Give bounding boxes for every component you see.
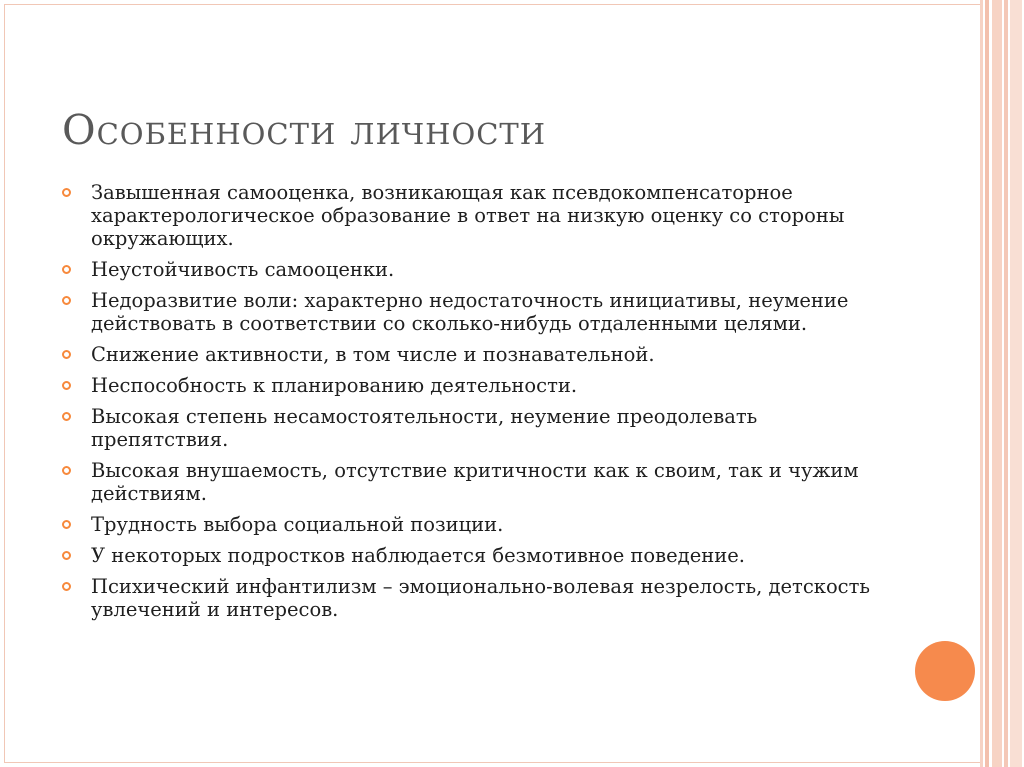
ring-bullet-icon [62,412,71,421]
bullet-item [62,181,892,250]
decorative-circle [915,641,975,701]
bullet-item [62,575,892,621]
bullet-text: У некоторых подростков наблюдается безмотивное поведение. [91,544,745,567]
bullet-text: Завышенная самооценка, возникающая как псевдокомпенсаторное характерологическое образование в ответ на низкую оценку со стороны окружающих. [91,181,845,250]
bullet-text: Высокая внушаемость, отсутствие критичности как к своим, так и чужим действиям. [91,459,859,505]
ring-bullet-icon [62,188,71,197]
bullet-item [62,405,892,451]
bullet-item [62,459,892,505]
stripe [980,0,983,767]
bullet-text: Высокая степень несамостоятельности, неумение преодолевать препятствия. [91,405,758,451]
bullet-item [62,513,892,536]
stripe [992,0,1002,767]
bullet-list [62,181,892,629]
stripe [1004,0,1008,767]
decorative-side-stripes [980,0,1024,767]
ring-bullet-icon [62,582,71,591]
ring-bullet-icon [62,551,71,560]
bullet-item [62,343,892,366]
ring-bullet-icon [62,350,71,359]
bullet-text: Неспособность к планированию деятельности. [91,374,578,397]
bullet-text: Психический инфантилизм – эмоционально-волевая незрелость, детскость увлечений и интересов. [91,575,871,621]
ring-bullet-icon [62,296,71,305]
bullet-text: Недоразвитие воли: характерно недостаточность инициативы, неумение действовать в соответствии со сколько-нибудь отдаленными целями. [91,289,849,335]
stripe [1010,0,1022,767]
ring-bullet-icon [62,381,71,390]
bullet-item [62,258,892,281]
stripe [985,0,989,767]
ring-bullet-icon [62,520,71,529]
bullet-item [62,544,892,567]
bullet-text: Снижение активности, в том числе и познавательной. [91,343,655,366]
slide-title: Особенности личности [62,106,547,154]
bullet-text: Трудность выбора социальной позиции. [91,513,504,536]
bullet-item [62,374,892,397]
ring-bullet-icon [62,265,71,274]
ring-bullet-icon [62,466,71,475]
bullet-text: Неустойчивость самооценки. [91,258,395,281]
bullet-item [62,289,892,335]
